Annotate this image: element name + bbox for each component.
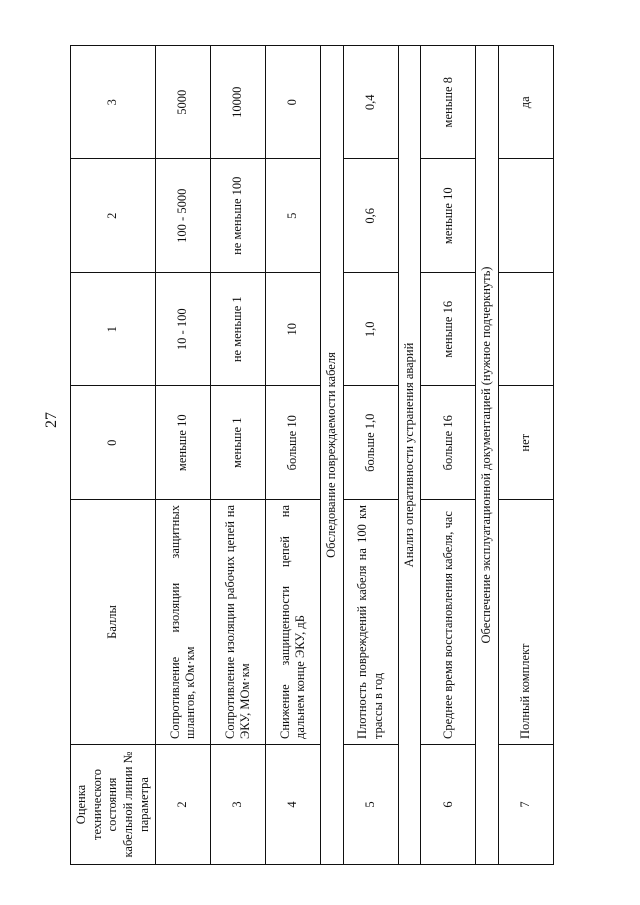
score-cell: больше 10 <box>266 386 321 500</box>
table-row <box>156 46 211 865</box>
header-parameter-number: Оценка технического состояния кабельной линии № параметра <box>71 745 156 865</box>
parameter-name-text: Снижение защищенности цепей на дальнем конце ЭКУ, дБ <box>277 505 308 739</box>
table-row <box>421 46 476 865</box>
parameter-number: 6 <box>421 745 476 865</box>
section-row <box>398 46 421 865</box>
table-row <box>211 46 266 865</box>
score-cell <box>499 273 554 387</box>
score-cell: меньше 1 <box>211 386 266 500</box>
parameter-name-text: Полный комплект <box>518 643 533 739</box>
parameter-name <box>211 500 266 745</box>
header-score-2: 2 <box>71 159 156 273</box>
score-cell: не меньше 1 <box>211 273 266 387</box>
parameter-name <box>343 500 398 745</box>
score-cell: больше 16 <box>421 386 476 500</box>
parameter-name-text: Сопротивление изоляции защитных шлангов, кОм·км <box>167 505 198 739</box>
header-score-1: 1 <box>71 273 156 387</box>
table-row <box>343 46 398 865</box>
score-cell: 0,4 <box>343 46 398 160</box>
header-score-3: 3 <box>71 46 156 160</box>
score-cell: 5 <box>266 159 321 273</box>
technical-condition-table <box>70 45 554 865</box>
parameter-name <box>156 500 211 745</box>
parameter-number: 4 <box>266 745 321 865</box>
table-row <box>266 46 321 865</box>
rotated-table-wrapper <box>70 45 533 865</box>
score-cell: 0 <box>266 46 321 160</box>
score-cell: 10 - 100 <box>156 273 211 387</box>
parameter-name-text: Плотность повреждений кабеля на 100 км трассы в год <box>355 505 385 739</box>
section-row <box>321 46 344 865</box>
score-cell: 10000 <box>211 46 266 160</box>
section-title-damage: Обследование повреждаемости кабеля <box>321 46 344 865</box>
score-cell: 0,6 <box>343 159 398 273</box>
score-cell: да <box>499 46 554 160</box>
parameter-name-text: Среднее время восстановления кабеля, час <box>440 511 455 739</box>
score-cell: нет <box>499 386 554 500</box>
header-score-0: 0 <box>71 386 156 500</box>
parameter-name <box>266 500 321 745</box>
score-cell <box>499 159 554 273</box>
parameter-number: 2 <box>156 745 211 865</box>
section-title-docs: Обеспечение эксплуатационной документацией (нужное подчеркнуть) <box>476 46 499 865</box>
parameter-name <box>499 500 554 745</box>
parameter-name-text: Сопротивление изоляции рабочих цепей на ЭКУ, МОм·км <box>222 505 253 739</box>
score-cell: 10 <box>266 273 321 387</box>
score-cell: меньше 10 <box>156 386 211 500</box>
score-cell: меньше 10 <box>421 159 476 273</box>
parameter-number: 3 <box>211 745 266 865</box>
table-row <box>499 46 554 865</box>
score-cell: меньше 8 <box>421 46 476 160</box>
score-cell: 5000 <box>156 46 211 160</box>
score-cell: 100 - 5000 <box>156 159 211 273</box>
score-cell: 1,0 <box>343 273 398 387</box>
header-scores-label: Баллы <box>71 500 156 745</box>
parameter-name <box>421 500 476 745</box>
score-cell: меньше 16 <box>421 273 476 387</box>
section-title-response: Анализ оперативности устранения аварий <box>398 46 421 865</box>
table-header-row <box>71 46 156 865</box>
section-row <box>476 46 499 865</box>
page-number-text: 27 <box>43 412 60 428</box>
parameter-number: 7 <box>499 745 554 865</box>
score-cell: больше 1,0 <box>343 386 398 500</box>
score-cell: не меньше 100 <box>211 159 266 273</box>
parameter-number: 5 <box>343 745 398 865</box>
